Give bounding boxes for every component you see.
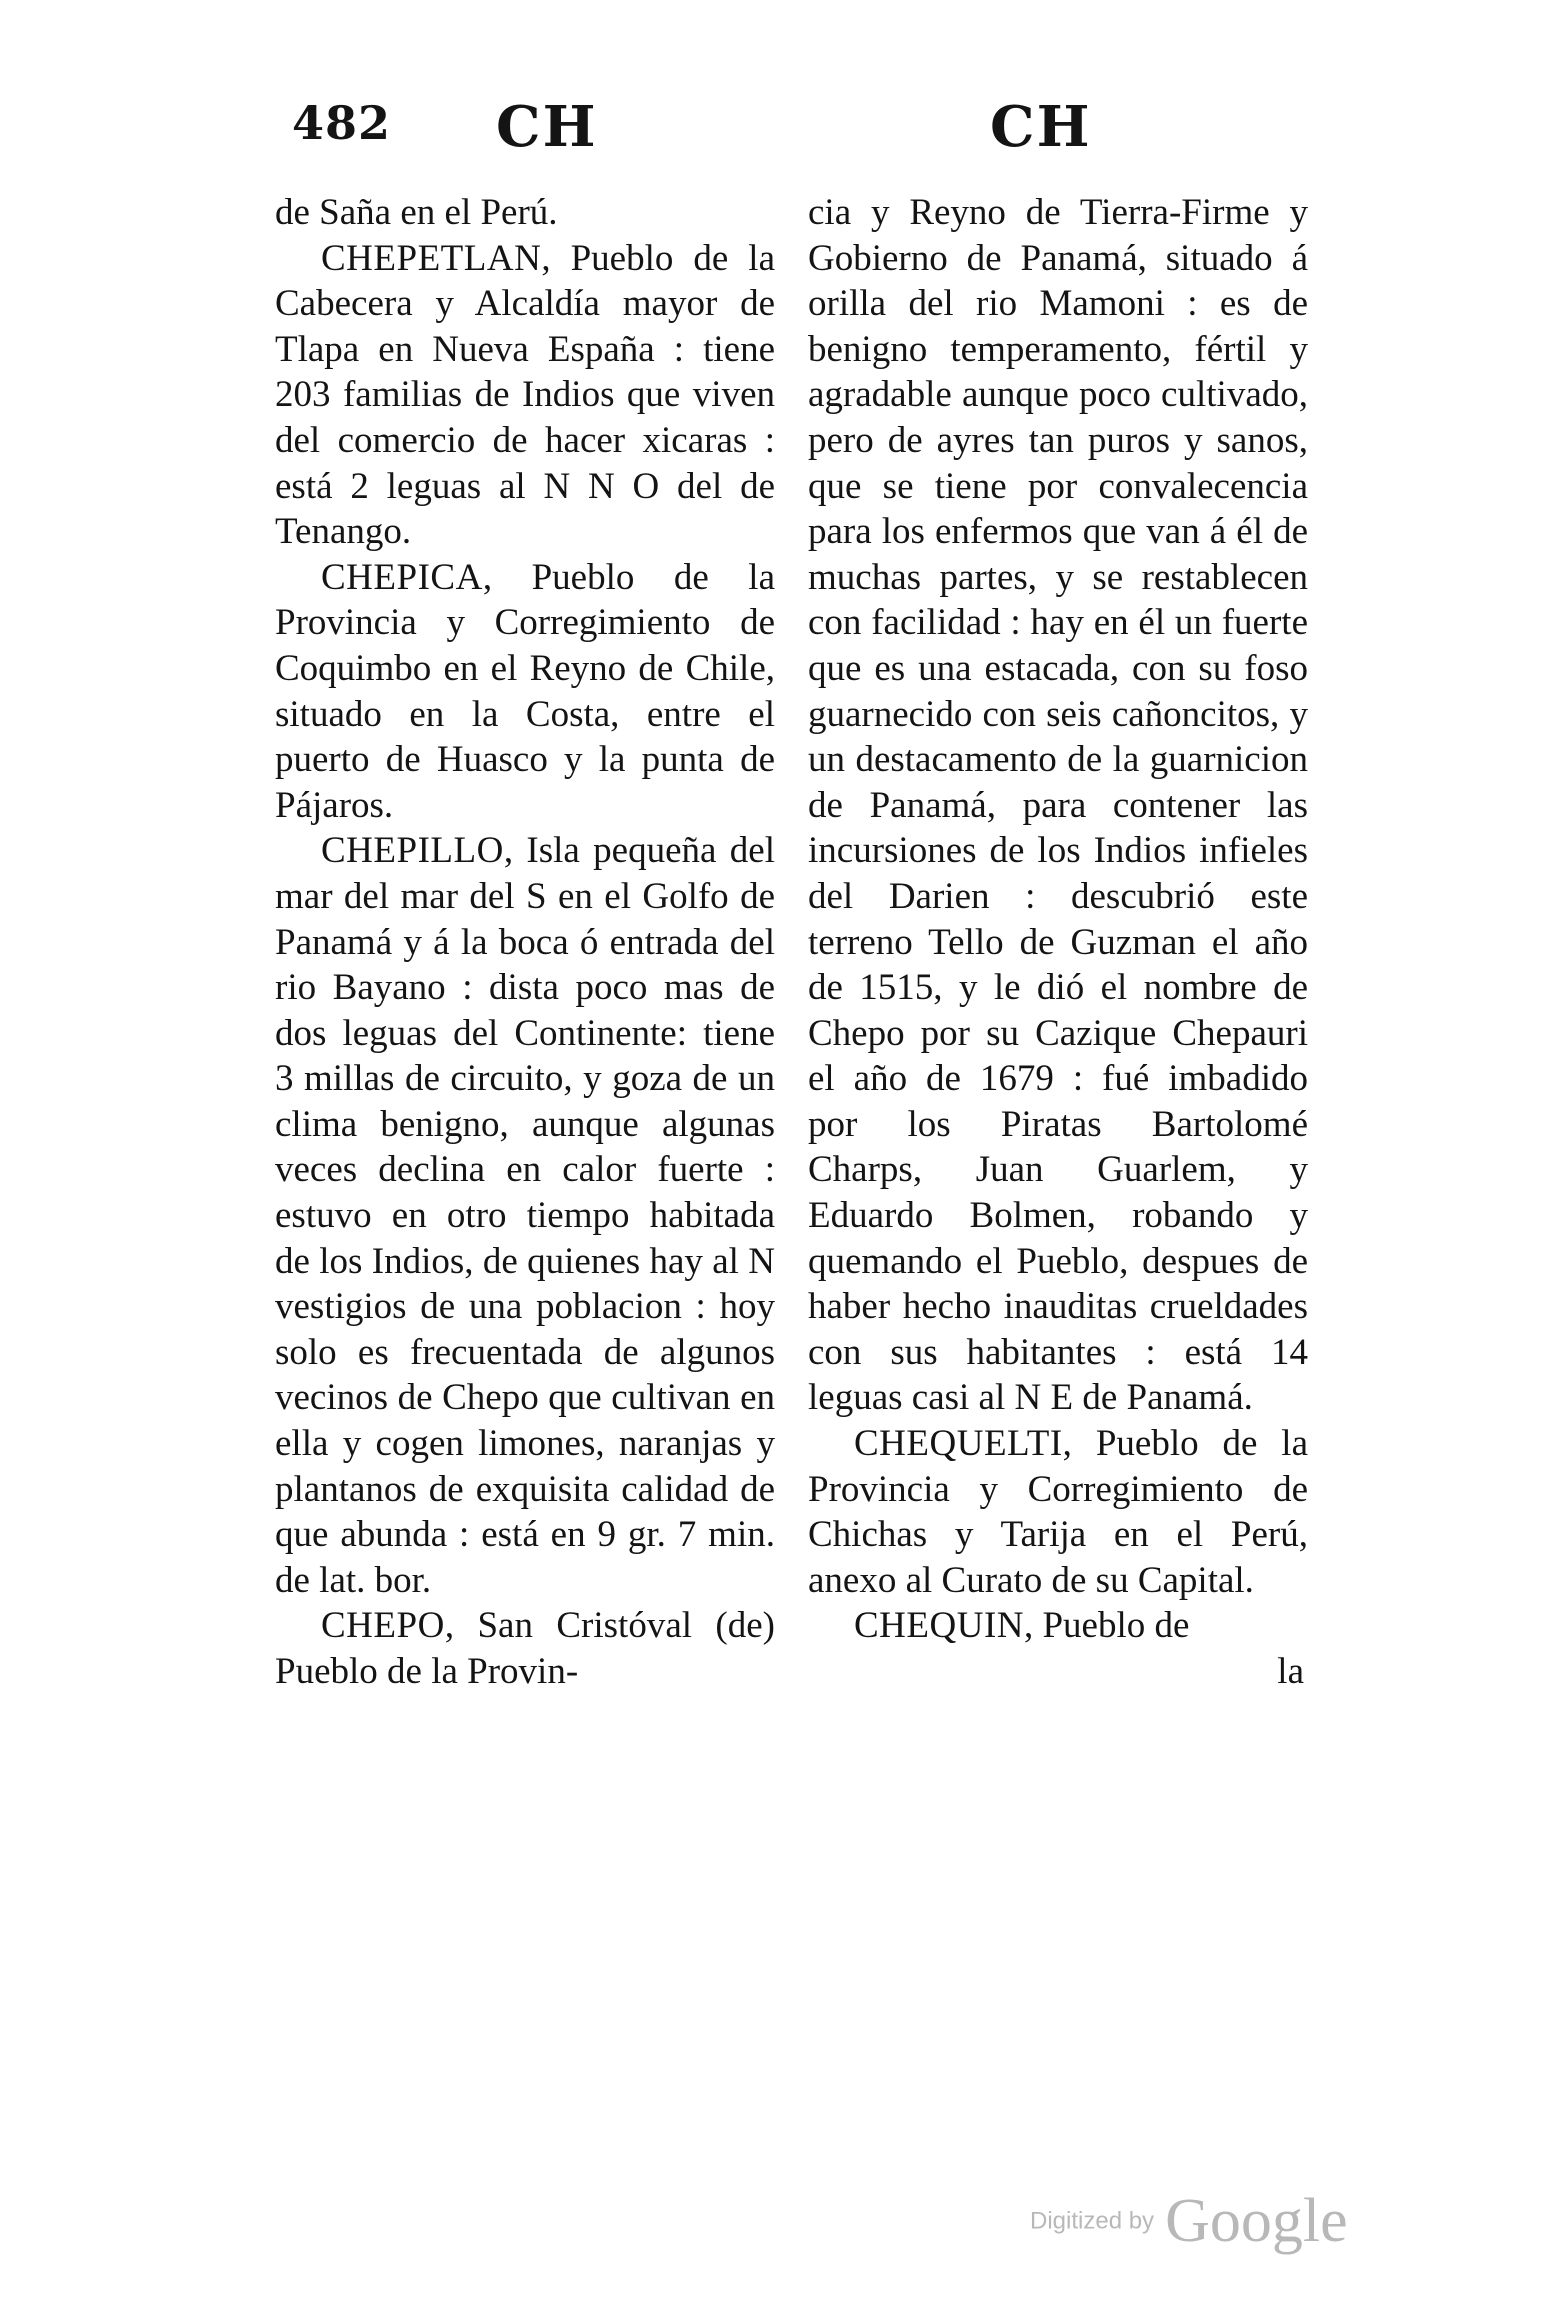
entry-term: CHEQUIN — [854, 1605, 1024, 1647]
google-logo: Google — [1165, 2187, 1348, 2255]
entry-text: , Pueblo de la Provincia y Corregimiento de Chichas y Tarija en el Perú, anexo al Curato de su Capital. — [808, 1423, 1308, 1601]
dictionary-entry — [275, 236, 775, 555]
entry-text: , Pueblo de la Provincia y Corregimiento de Coquimbo en el Reyno de Chile, situado en la Costa, entre el puerto de Huasco y la punta de Pájaros. — [275, 556, 775, 826]
catchword: la — [1277, 1651, 1304, 1692]
entry-term: CHEPICA — [321, 556, 483, 598]
watermark-prefix: Digitized by — [1030, 2207, 1155, 2235]
entry-term: CHEPO — [321, 1605, 445, 1647]
entry-term: CHEQUELTI — [854, 1423, 1063, 1465]
continued-text: cia y Reyno de Tierra-Firme y Gobierno de Panamá, situado á orilla del rio Mamoni : es de benigno temperamento, fértil y agradable aunque poco cultivado, pero de ayres tan puros y sanos, que se tiene por convalecencia para los enfermos que van á él de muchas partes, y se restablecen con facilidad : hay en él un fuerte que es una estacada, con su foso guarnecido con seis cañoncitos, y un destacamento de la guarnicion de Panamá, para contener las incursiones de los Indios infieles del Darien : descubrió este terreno Tello de Guzman el año de 1515, y le dió el nombre de Chepo por su Cazique Chepauri el año de 1679 : fué imbadido por los Piratas Bartolomé Charps, Juan Guarlem, y Eduardo Bolmen, robando y quemando el Pueblo, despues de haber hecho inauditas crueldades con sus habitantes : está 14 leguas casi al N E de Panamá. — [808, 192, 1308, 1419]
right-column-heading: CH — [990, 94, 1092, 160]
dictionary-entry — [275, 828, 775, 1603]
left-column-heading: CH — [496, 94, 598, 160]
entry-text: , San Cristóval (de) Pueblo de la Provin- — [275, 1605, 775, 1692]
entry-text: , Pueblo de la Cabecera y Alcaldía mayor de Tlapa en Nueva España : tiene 203 familias de Indios que viven del comercio de hacer xicaras : está 2 leguas al N N O del de Tenango. — [275, 237, 775, 553]
digitized-by-watermark — [1030, 2186, 1348, 2257]
dictionary-entry — [808, 1421, 1308, 1603]
right-column — [808, 190, 1308, 1695]
page-number: 482 — [292, 96, 392, 150]
dictionary-entry — [808, 1603, 1308, 1649]
entry-text: , Isla pequeña del mar del mar del S en el Golfo de Panamá y á la boca ó entrada del rio Bayano : dista poco mas de dos leguas del Continente: tiene 3 millas de circuito, y goza de un clima benigno, aunque algunas veces declina en calor fuerte : estuvo en otro tiempo habitada de los Indios, de quienes hay al N vestigios de una poblacion : hoy solo es frecuentada de algunos vecinos de Chepo que cultivan en ella y cogen limones, naranjas y plantanos de exquisita calidad de que abunda : está en 9 gr. 7 min. de lat. bor. — [275, 830, 775, 1601]
left-column — [275, 190, 775, 1695]
entry-text: , Pueblo de — [1023, 1605, 1190, 1647]
dictionary-entry — [275, 1603, 775, 1694]
entry-term: CHEPILLO — [321, 830, 504, 872]
running-header — [270, 96, 1290, 176]
entry-term: CHEPETLAN — [321, 237, 542, 279]
dictionary-entry — [275, 555, 775, 829]
continued-text: de Saña en el Perú. — [275, 192, 558, 233]
